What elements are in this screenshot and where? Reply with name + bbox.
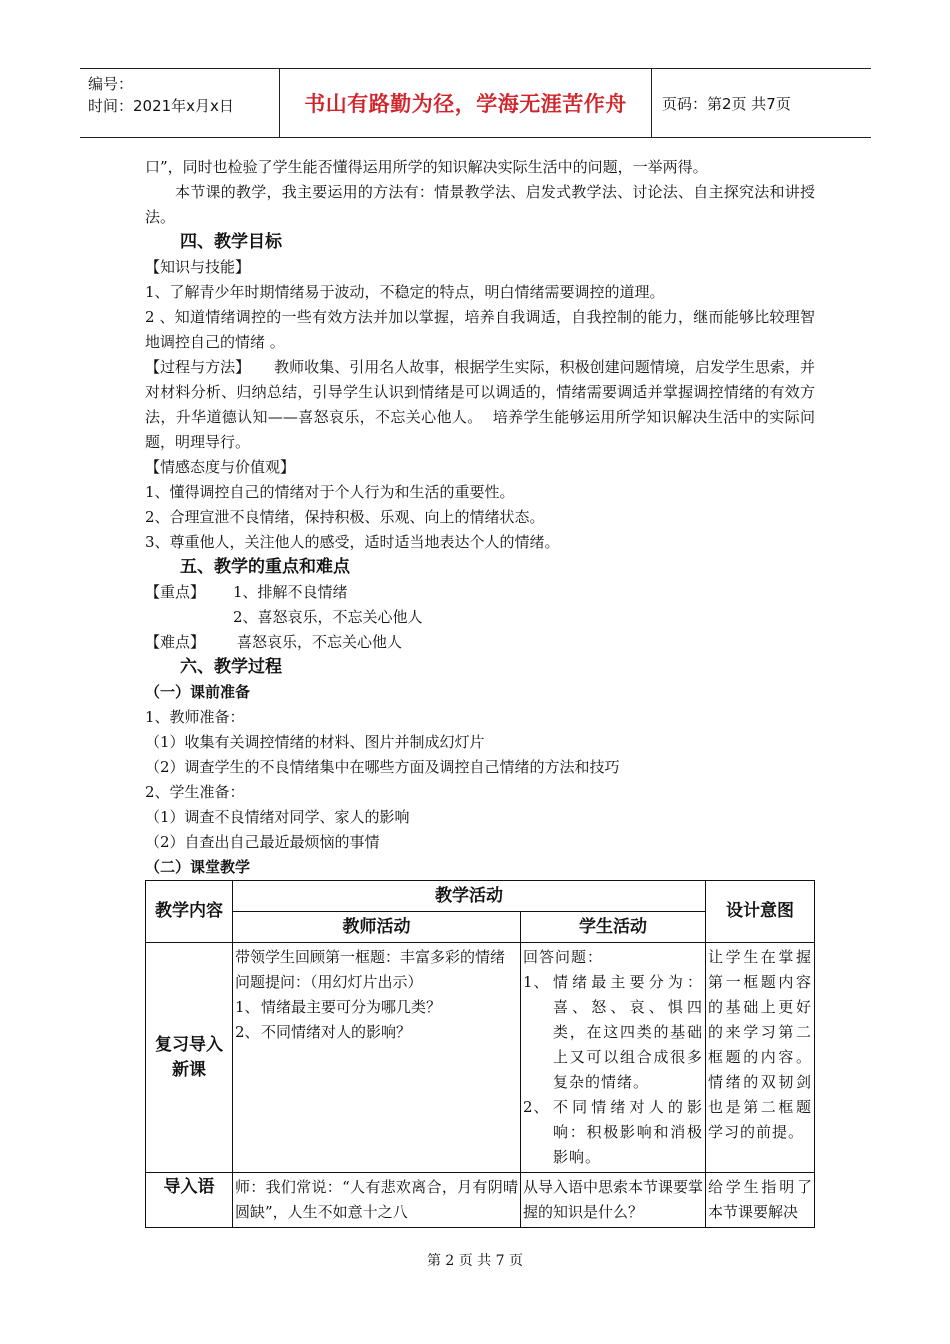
teacher-activity-cell [233,943,521,1173]
list-item: （1）收集有关调控情绪的材料、图片并制成幻灯片 [145,733,485,751]
subsection-heading: （一）课前准备 [145,683,251,701]
key-points [145,580,815,605]
document-body [145,155,815,880]
intent-cell: 给学生指明了本节课要解决 [706,1173,815,1228]
key-label: 【重点】 [145,583,206,601]
section-heading: 四、教学目标 [180,232,282,252]
header-motto: 书山有路勤为径，学海无涯苦作舟 [280,69,652,137]
header-student: 学生活动 [521,912,706,943]
header-teacher: 教师活动 [233,912,521,943]
list-item: （2）调查学生的不良情绪集中在哪些方面及调控自己情绪的方法和技巧 [145,758,620,776]
doc-time: 时间：2021年x月x日 [88,97,234,115]
item-text: 情绪最主要分为：喜、怒、哀、惧四类，在这四类的基础上又可以组合成很多复杂的情绪。 [553,973,703,1091]
list-item: 2、学生准备： [145,783,245,801]
list-item [523,970,703,1095]
item-text: 情绪最主要可分为哪几类？ [261,998,442,1016]
key-item: 2、喜怒哀乐，不忘关心他人 [233,608,423,626]
item-number: 1、 [523,973,550,991]
page-footer: 第 2 页 共 7 页 [426,1253,524,1269]
header-meta [80,69,280,137]
item-text: 不同情绪对人的影响？ [261,1023,412,1041]
row-label: 复习导入新课 [146,943,233,1173]
cell-text: 回答问题： [523,948,604,966]
teacher-activity-cell: 师：我们常说：“人有悲欢离合，月有阴晴圆缺”，人生不如意十之八 [233,1173,521,1228]
list-item: 2 、知道情绪调控的一些有效方法并加以掌握，培养自我调适，自我控制的能力，继而能够比较理智地调控自己的情绪 。 [145,308,815,351]
header-content: 教学内容 [146,881,233,943]
list-item: （1）调查不良情绪对同学、家人的影响 [145,808,410,826]
subheading: 【情感态度与价值观】 [145,458,296,476]
list-item: 3、尊重他人，关注他人的感受，适时适当地表达个人的情绪。 [145,533,560,551]
list-item [235,1020,518,1045]
paragraph: 本节课的教学，我主要运用的方法有：情景教学法、启发式教学法、讨论法、自主探究法和讲授法。 [145,183,815,226]
intent-cell: 让学生在掌握第一框题内容的基础上更好的来学习第二框题的内容。情绪的双韧剑也是第二框题学习的前提。 [706,943,815,1173]
list-item [523,1095,703,1170]
cell-text: 带领学生回顾第一框题：丰富多彩的情绪 [235,948,506,966]
key-item: 1、排解不良情绪 [233,583,348,601]
student-activity-cell: 从导入语中思索本节课要掌握的知识是什么？ [521,1173,706,1228]
section-heading: 五、教学的重点和难点 [180,557,350,577]
paragraph: 口”，同时也检验了学生能否懂得运用所学的知识解决实际生活中的问题，一举两得。 [145,158,708,176]
header-activity: 教学活动 [233,881,706,912]
key-points [145,605,815,630]
item-number: 2、 [523,1098,550,1116]
item-number: 1、 [235,998,260,1016]
list-item: （2）自查出自己最近最烦恼的事情 [145,833,380,851]
subheading: 【知识与技能】 [145,258,251,276]
cell-text: 问题提问：（用幻灯片出示） [235,973,423,991]
difficult-points [145,630,815,655]
section-heading: 六、教学过程 [180,657,282,677]
page-header [80,68,871,138]
item-text: 不同情绪对人的影响：积极影响和消极影响。 [553,1098,703,1166]
student-activity-cell [521,943,706,1173]
difficulty-item: 喜怒哀乐，不忘关心他人 [237,633,403,651]
difficulty-label: 【难点】 [145,633,206,651]
subsection-heading: （二）课堂教学 [145,858,251,876]
table-row [146,943,815,1173]
lesson-table [145,880,815,1228]
row-label: 导入语 [146,1173,233,1228]
paragraph: 【过程与方法】 教师收集、引用名人故事，根据学生实际，积极创建问题情境，启发学生思索，并对材料分析、归纳总结，引导学生认识到情绪是可以调适的，情绪需要调适并掌握调控情绪的有效方法，升华道德认知——喜怒哀乐，不忘关心他人。 培养学生能够运用所学知识解决生活中的实际问题，明理导行。 [145,358,815,451]
header-intent: 设计意图 [706,881,815,943]
list-item: 2、合理宣泄不良情绪，保持积极、乐观、向上的情绪状态。 [145,508,545,526]
list-item: 1、懂得调控自己的情绪对于个人行为和生活的重要性。 [145,483,515,501]
list-item: 1、教师准备： [145,708,245,726]
item-number: 2、 [235,1023,260,1041]
list-item: 1、了解青少年时期情绪易于波动，不稳定的特点，明白情绪需要调控的道理。 [145,283,665,301]
list-item [235,995,518,1020]
header-page-number: 页码：第2页 共7页 [662,94,791,113]
table-row [146,1173,815,1228]
doc-number: 编号： [88,75,134,93]
